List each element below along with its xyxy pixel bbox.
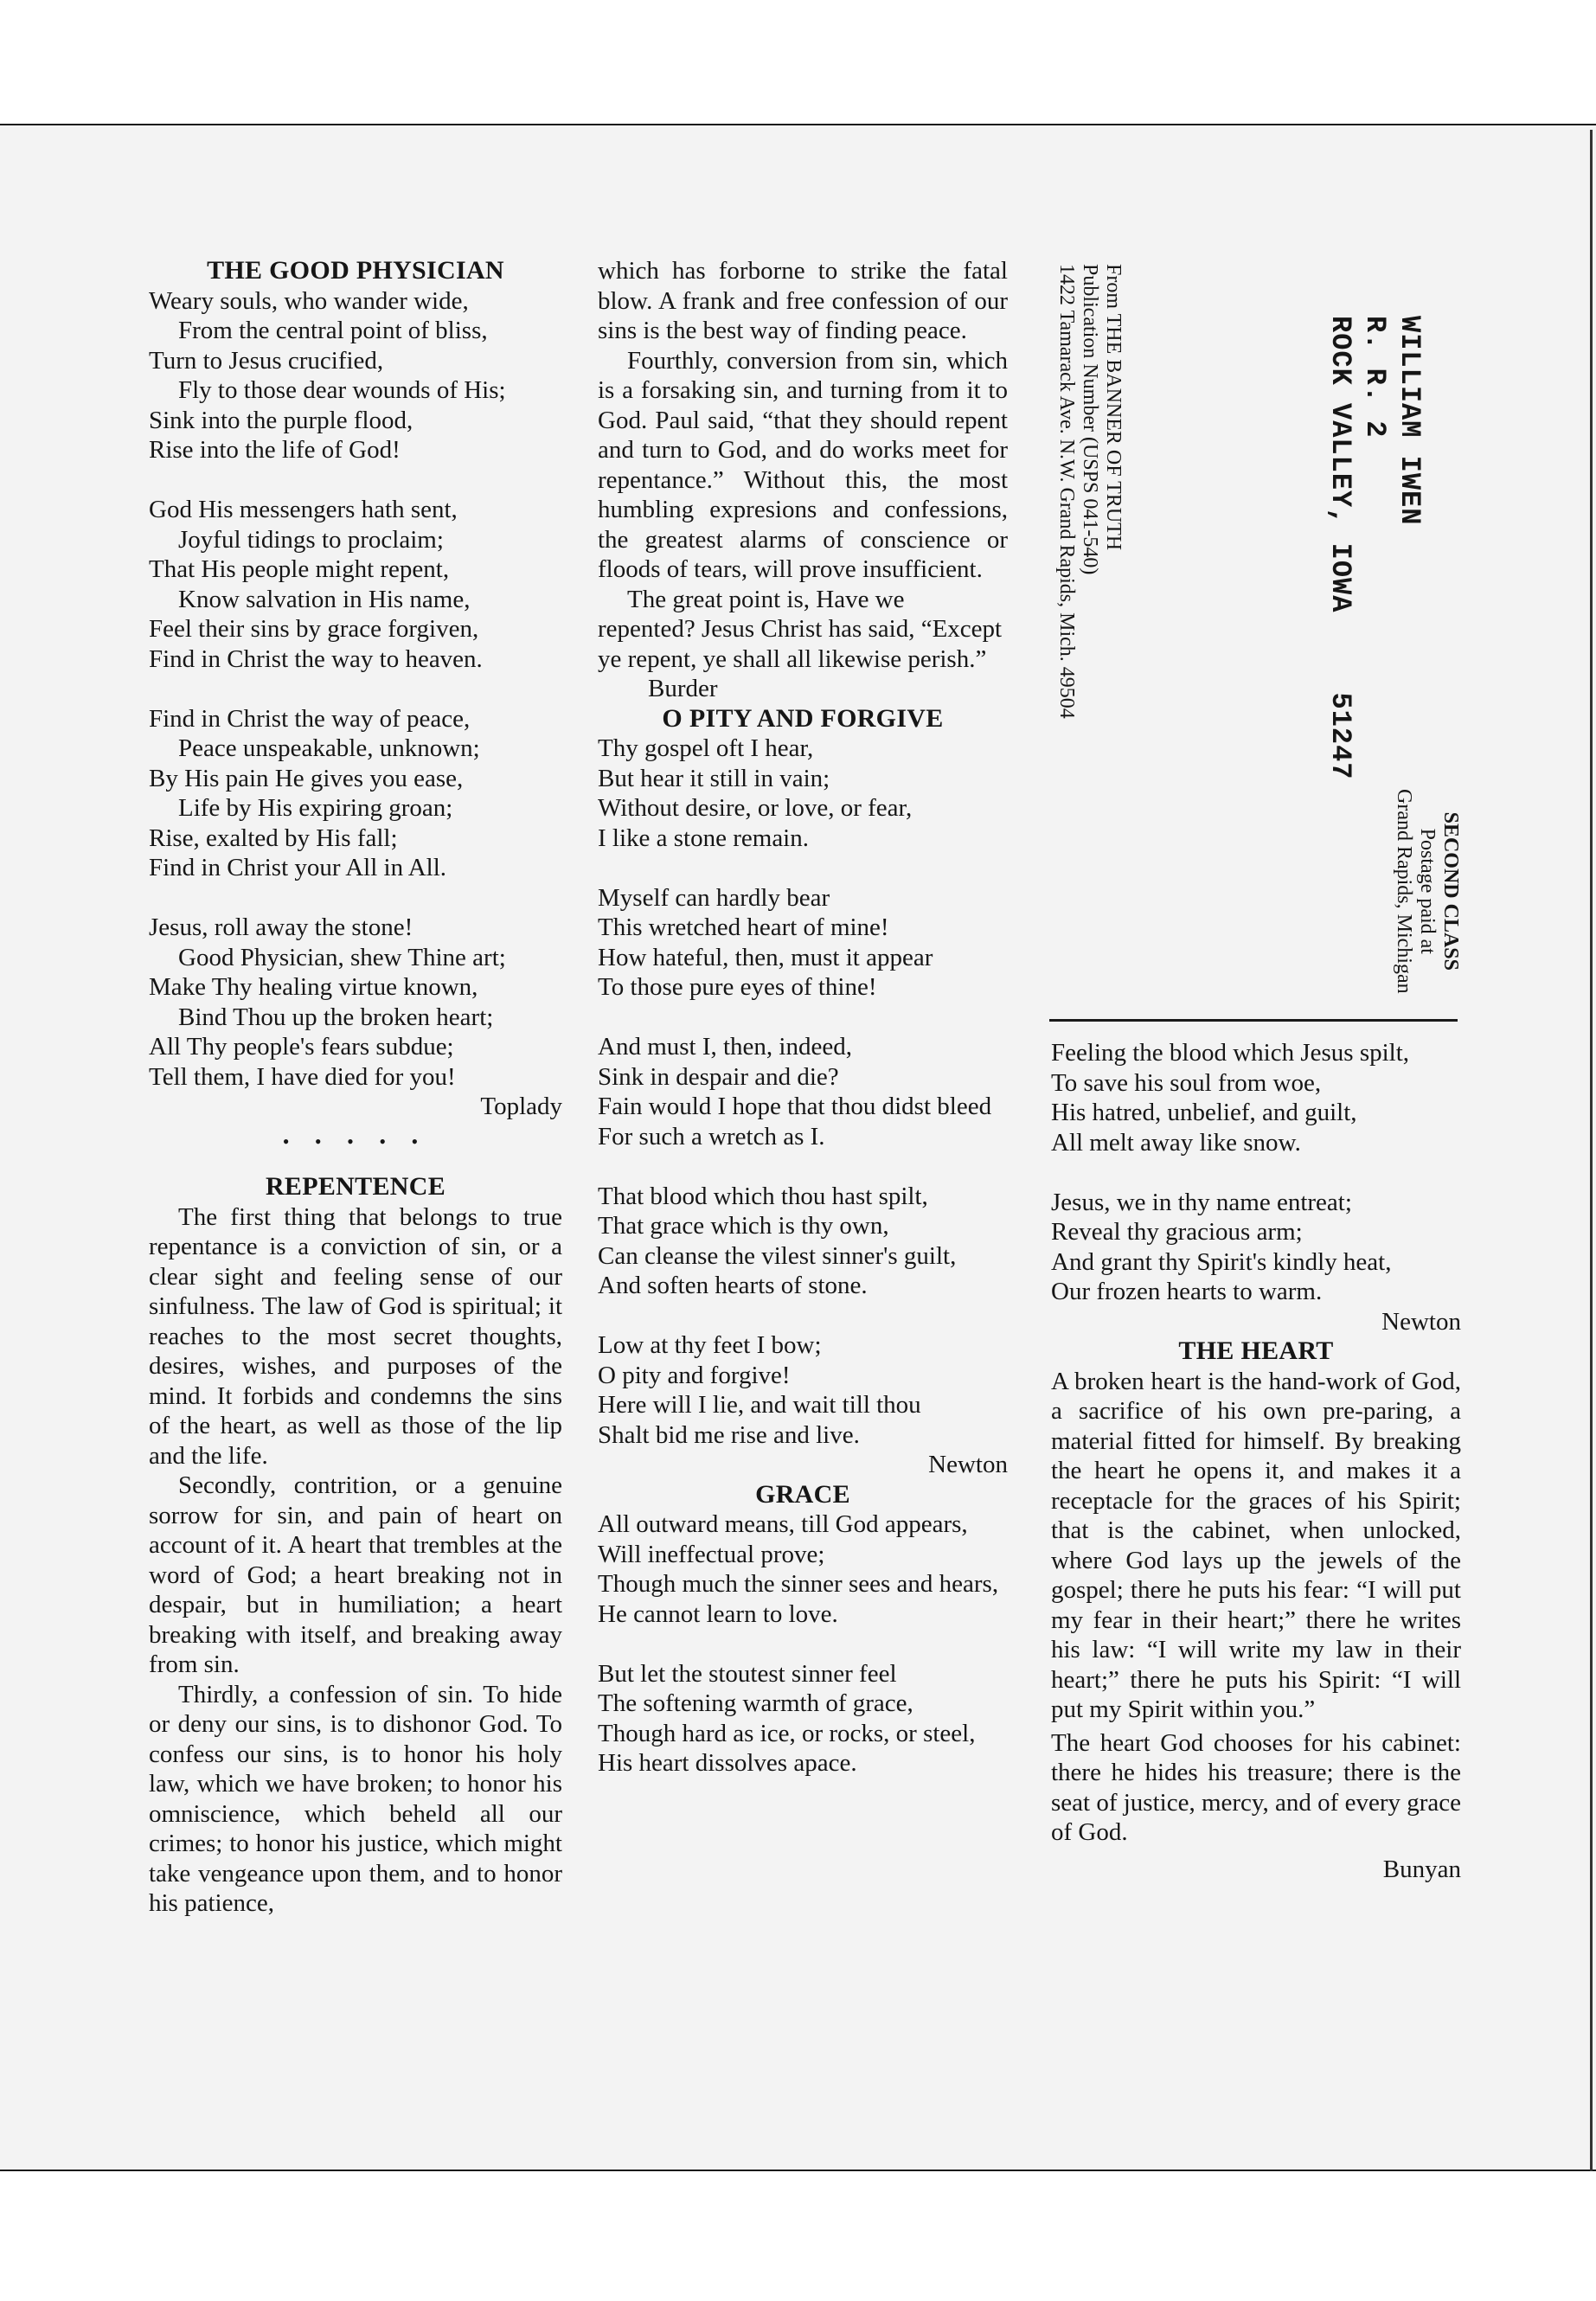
section-separator: • • • • • [282, 1130, 429, 1152]
poem-line: Feeling the blood which Jesus spilt, [1051, 1039, 1410, 1067]
poem-line: Weary souls, who wander wide, [149, 286, 469, 315]
poem-line: How hateful, then, must it appear [598, 943, 933, 971]
poem-line: Sink into the purple flood, [149, 406, 413, 434]
poem-line: And must I, then, indeed, [598, 1033, 852, 1061]
poem-line: By His pain He gives you ease, [149, 764, 464, 792]
page-edge-top [0, 124, 1596, 125]
poem-stanza-3 [149, 704, 562, 883]
poem-title-pity: O PITY AND FORGIVE [662, 703, 944, 733]
poem-title-grace: GRACE [755, 1479, 850, 1509]
poem-line: Tell them, I have died for you! [149, 1062, 456, 1091]
article-paragraph: A broken heart is the hand-work of God, a sacrifice of his own pre-paring, a material fitted for himself. By breaking the heart he opens it, and makes it a receptacle for the graces of his Spirit; that is the cabinet, when unlocked, where God lays up the jewels of the gospel; there he puts his fear: “I will put my fear in their heart;” there he writes his law: “I will write my law in their heart;” there he puts his Spirit: “I will put my Spirit within you.” [1051, 1367, 1461, 1723]
poem-line: Though hard as ice, or rocks, or steel, [598, 1719, 976, 1747]
poem-line: Low at thy feet I bow; [598, 1331, 822, 1359]
poem-line: To save his soul from woe, [1051, 1068, 1322, 1097]
poem-line: To those pure eyes of thine! [598, 973, 877, 1001]
poem-line: Make Thy healing virtue known, [149, 973, 478, 1001]
publisher-name: From THE BANNER OF TRUTH [1102, 264, 1125, 551]
poem-line: Rise into the life of God! [149, 436, 401, 464]
postage-paid: Postage paid at [1416, 828, 1439, 954]
recipient-route: R. R. 2 [1359, 316, 1391, 439]
poem-line: Will ineffectual prove; [598, 1540, 825, 1568]
author-newton: Newton [1381, 1307, 1461, 1336]
poem-line: God His messengers hath sent, [149, 496, 458, 523]
postage-city: Grand Rapids, Michigan [1393, 789, 1415, 994]
article-title-heart: THE HEART [1178, 1336, 1334, 1365]
poem-title-good-physician: THE GOOD PHYSICIAN [207, 256, 504, 285]
poem-line: Fly to those dear wounds of His; [178, 376, 506, 404]
poem-line: Shalt bid me rise and live. [598, 1420, 860, 1449]
author-burder: Burder [648, 675, 718, 702]
poem-line: Sink in despair and die? [598, 1062, 839, 1091]
article-paragraph: which has forborne to strike the fatal blow. A frank and free confession of our sins is the best way of finding peace. [598, 257, 1008, 344]
poem-line: Turn to Jesus crucified, [149, 346, 384, 375]
recipient-name: WILLIAM IWEN [1394, 316, 1426, 526]
poem-stanza [598, 734, 1008, 853]
recipient-city: ROCK VALLEY, IOWA [1324, 316, 1356, 613]
article-paragraph [598, 585, 1008, 704]
poem-line: His hatred, unbelief, and guilt, [1051, 1099, 1357, 1126]
poem-line: Though much the sinner sees and hears, [598, 1570, 999, 1598]
publisher-info [1054, 264, 1125, 719]
article-text: The great point is, Have we repented? Jesus Christ has said, “Except ye repent, ye shall all likewise perish.” [598, 585, 1003, 673]
poem-stanza [598, 883, 1008, 1003]
poem-line: From the central point of bliss, [178, 317, 488, 344]
article-paragraph: The heart God chooses for his cabinet: there he hides his treasure; there is the seat of justice, mercy, and of every grace of God. [1051, 1728, 1461, 1846]
poem-line: Good Physician, shew Thine art; [178, 943, 506, 971]
poem-line: All Thy people's fears subdue; [149, 1033, 454, 1061]
poem-line: I like a stone remain. [598, 824, 809, 852]
column-left [149, 256, 562, 1919]
article-paragraph: Secondly, contrition, or a genuine sorrow for sin, and pain of heart on account of it. A heart that trembles at the word of God; a heart breaking not in despair, but in humiliation; a heart breaking with itself, and breaking away from sin. [149, 1471, 562, 1678]
poem-line: And grant thy Spirit's kindly heat, [1051, 1247, 1392, 1276]
poem-line: Jesus, roll away the stone! [149, 913, 413, 941]
poem-line: Myself can hardly bear [598, 883, 830, 912]
poem-line: All outward means, till God appears, [598, 1510, 968, 1538]
poem-line: Life by His expiring groan; [178, 794, 453, 822]
publication-number: Publication Number (USPS 041-540) [1079, 264, 1101, 575]
column-middle [598, 256, 1008, 1779]
poem-stanza [598, 1182, 1008, 1301]
poem-line: Find in Christ the way to heaven. [149, 644, 483, 673]
poem-line: All melt away like snow. [1051, 1128, 1301, 1157]
poem-line: Our frozen hearts to warm. [1051, 1278, 1323, 1305]
poem-line: Without desire, or love, or fear, [598, 794, 913, 822]
poem-line: Peace unspeakable, unknown; [178, 734, 480, 762]
recipient-zip: 51247 [1324, 692, 1356, 780]
article-paragraph: Thirdly, a confession of sin. To hide or deny our sins, is to dishonor God. To confess our sins, is to honor his holy law, which we have broken; to honor his omniscience, which beheld all our crimes; to honor his justice, which might take vengeance upon them, and to honor his patience, [149, 1680, 562, 1917]
mailing-address-label [1321, 316, 1425, 779]
poem-line: The softening warmth of grace, [598, 1689, 913, 1717]
poem-stanza-2 [149, 495, 562, 674]
poem-line: And soften hearts of stone. [598, 1272, 868, 1299]
postage-class: SECOND CLASS [1439, 811, 1462, 971]
mailing-area-divider [1049, 1019, 1458, 1022]
poem-line: Know salvation in His name, [178, 585, 471, 613]
poem-line: He cannot learn to love. [598, 1599, 838, 1628]
poem-line: But let the stoutest sinner feel [598, 1659, 897, 1688]
column-right [1051, 1038, 1461, 1884]
poem-line: His heart dissolves apace. [598, 1749, 857, 1777]
poem-line: Fain would I hope that thou didst bleed [598, 1093, 992, 1120]
poem-stanza [598, 1330, 1008, 1450]
author-newton: Newton [928, 1451, 1008, 1478]
poem-line: Find in Christ the way of peace, [149, 704, 471, 733]
poem-stanza-4 [149, 913, 562, 1092]
article-title-repentence: REPENTENCE [265, 1172, 446, 1201]
poem-line: Reveal thy gracious arm; [1051, 1218, 1303, 1246]
poem-line: Find in Christ your All in All. [149, 854, 447, 881]
poem-stanza [598, 1032, 1008, 1151]
poem-line: This wretched heart of mine! [598, 913, 889, 941]
article-paragraph: The first thing that belongs to true repentance is a conviction of sin, or a clear sight and feeling sense of our sinfulness. The law of God is spiritual; it reaches to the most secret thoughts, desires, wishes, and purposes of the mind. It forbids and condemns the sins of the heart, as well as those of the lip and the life. [149, 1202, 562, 1470]
poem-line: Bind Thou up the broken heart; [178, 1003, 494, 1031]
article-paragraph: Fourthly, conversion from sin, which is a forsaking sin, and turning from it to God. Paul said, “that they should repent and turn to God, and do works meet for repentance.” Without this, the most humbling expresions and confessions, the greatest alarms of conscience or floods of tears, will prove insufficient. [598, 346, 1008, 583]
poem-line: Jesus, we in thy name entreat; [1051, 1188, 1352, 1216]
recipient-city-line [1324, 316, 1356, 779]
poem-stanza-1 [149, 286, 562, 465]
poem-line: Joyful tidings to proclaim; [178, 525, 444, 554]
poem-line: Can cleanse the vilest sinner's guilt, [598, 1241, 957, 1270]
author-toplady: Toplady [480, 1093, 562, 1120]
page-edge-bottom [0, 2170, 1596, 2171]
poem-line: Feel their sins by grace forgiven, [149, 615, 479, 643]
postage-indicia [1392, 789, 1462, 994]
poem-line: That grace which is thy own, [598, 1212, 889, 1240]
poem-line: For such a wretch as I. [598, 1122, 825, 1150]
publisher-address: 1422 Tamarack Ave. N.W. Grand Rapids, Mich. 49504 [1055, 264, 1078, 719]
poem-line: Here will I lie, and wait till thou [598, 1391, 921, 1419]
page-edge-right [1590, 130, 1593, 2171]
poem-line: That blood which thou hast spilt, [598, 1182, 928, 1210]
poem-line: That His people might repent, [149, 555, 450, 583]
poem-line: Thy gospel oft I hear, [598, 734, 814, 762]
poem-line: But hear it still in vain; [598, 764, 830, 792]
poem-line: O pity and forgive! [598, 1361, 791, 1389]
author-bunyan: Bunyan [1382, 1855, 1461, 1883]
poem-line: Rise, exalted by His fall; [149, 824, 398, 852]
